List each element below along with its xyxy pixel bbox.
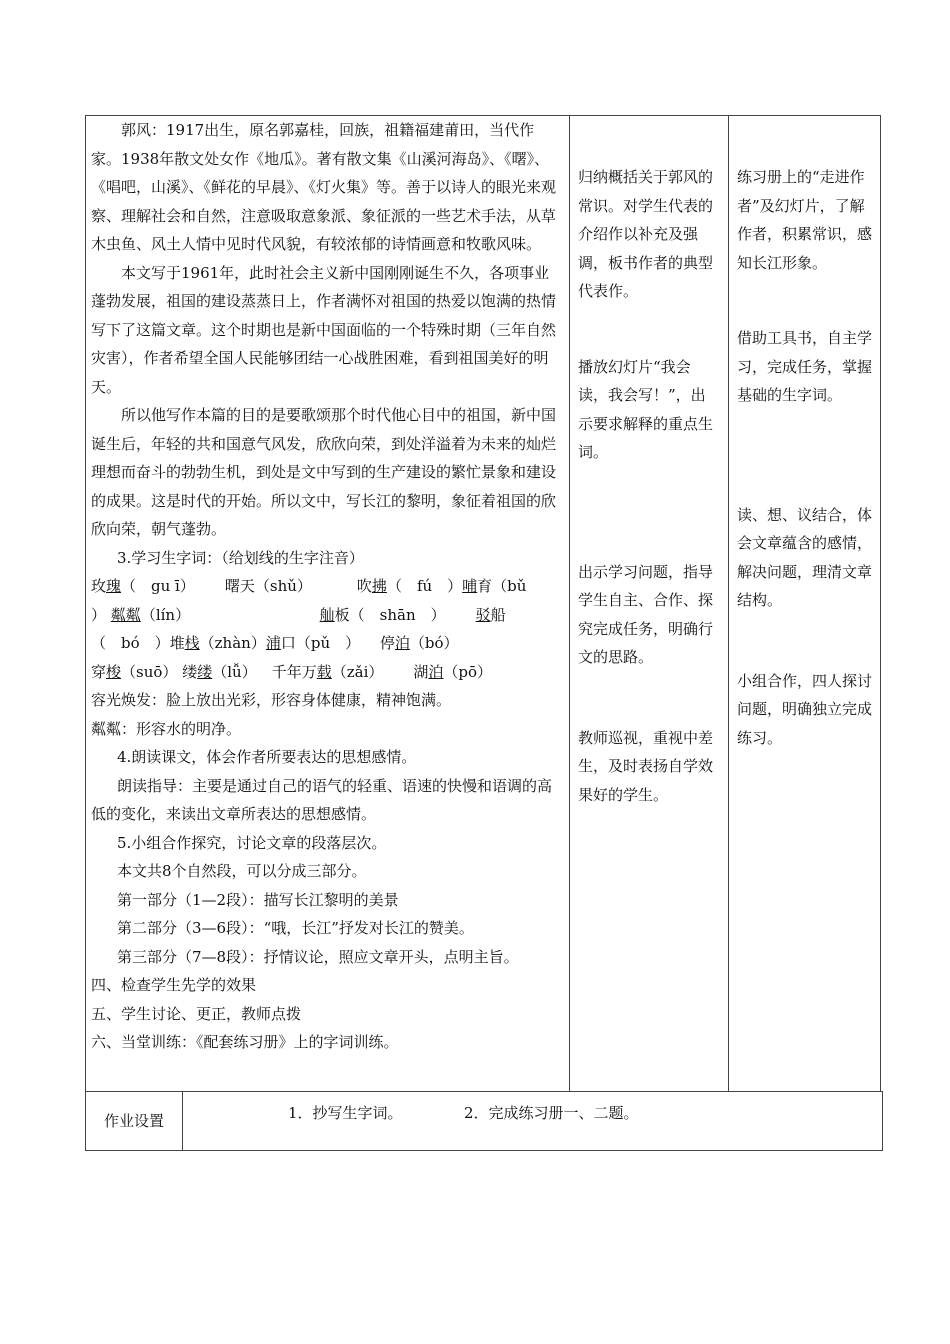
teacher-activity-2: 播放幻灯片“我会读，我会写！”，出示要求解释的重点生词。 <box>578 357 714 461</box>
definition-1: 容光焕发：脸上放出光彩，形容身体健康，精神饱满。 <box>91 691 452 709</box>
teacher-activity-cell <box>570 116 729 1092</box>
homework-item-1: 1．抄写生字词。 <box>288 1104 403 1122</box>
purpose-paragraph: 所以他写作本篇的目的是要歌颂那个时代他心目中的祖国，新中国诞生后，年轻的共和国意气风发，欣欣向荣，到处洋溢着为未来的灿烂理想而奋斗的勃勃生机，到处是文中写到的生产建设的繁忙景象和建设的成果。这是时代的开始。所以文中，写长江的黎明，象征着祖国的欣欣向荣，朝气蓬勃。 <box>91 406 557 538</box>
part-2: 第二部分（3—6段）：“哦，长江”抒发对长江的赞美。 <box>117 919 474 937</box>
teacher-activity-3: 出示学习问题，指导学生自主、合作、探究完成任务，明确行文的思路。 <box>578 562 714 666</box>
section-4: 四、检查学生先学的效果 <box>91 976 257 994</box>
student-activity-cell <box>729 116 881 1092</box>
vocab-line-2: ） 粼粼（lín） 舢板（ shān ） 驳船 <box>91 605 506 624</box>
author-intro-paragraph: 郭风：1917出生，原名郭嘉桂，回族，祖籍福建莆田，当代作家。1938年散文处女作《地瓜》。著有散文集《山溪河海岛》、《曙》、《唱吧，山溪》、《鲜花的早晨》、《灯火集》等。善于以诗人的眼光来观察、理解社会和自然，注意吸取意象派、象征派的一些艺术手法，从草木虫鱼、风土人情中见时代风貌，有较浓郁的诗情画意和牧歌风味。 <box>91 121 557 253</box>
teacher-activity-1: 归纳概括关于郭风的常识。对学生代表的介绍作以补充及强调，板书作者的典型代表作。 <box>578 168 714 300</box>
vocab-line-1: 玫瑰（ gu ī） 曙天（shǔ） 吹拂（ fú ）哺育（bǔ <box>91 577 527 595</box>
section-6: 六、当堂训练：《配套练习册》上的字词训练。 <box>91 1033 399 1051</box>
homework-table <box>85 1091 883 1151</box>
homework-item-2: 2．完成练习册一、二题。 <box>464 1104 639 1122</box>
lesson-plan-table <box>85 115 881 1092</box>
paragraph-count: 本文共8个自然段，可以分成三部分。 <box>117 862 367 880</box>
step-4-heading: 4.朗读课文，体会作者所要表达的思想感情。 <box>117 748 417 766</box>
section-5: 五、学生讨论、更正，教师点拨 <box>91 1004 302 1023</box>
homework-label: 作业设置 <box>86 1092 183 1151</box>
definition-2: 粼粼：形容水的明净。 <box>91 719 242 738</box>
main-content-cell <box>86 116 570 1092</box>
teacher-activity-4: 教师巡视，重视中差生，及时表扬自学效果好的学生。 <box>578 728 714 804</box>
homework-content <box>183 1092 883 1151</box>
vocab-heading: 3.学习生字词：（给划线的生字注音） <box>117 548 364 567</box>
reading-guide: 朗读指导：主要是通过自己的语气的轻重、语速的快慢和语调的高低的变化，来读出文章所表达的思想感情。 <box>91 776 553 823</box>
student-activity-1: 练习册上的“走进作者”及幻灯片，了解作者，积累常识，感知长江形象。 <box>737 168 873 272</box>
step-5-heading: 5.小组合作探究，讨论文章的段落层次。 <box>117 833 387 852</box>
student-activity-4: 小组合作，四人探讨问题，明确独立完成练习。 <box>737 671 873 747</box>
student-activity-2: 借助工具书，自主学习，完成任务，掌握基础的生字词。 <box>737 329 873 404</box>
background-paragraph: 本文写于1961年，此时社会主义新中国刚刚诞生不久，各项事业蓬勃发展，祖国的建设蒸蒸日上，作者满怀对祖国的热爱以饱满的热情写下了这篇文章。这个时期也是新中国面临的一个特殊时期（三年自然灾害），作者希望全国人民能够团结一心战胜困难，看到祖国美好的明天。 <box>91 263 557 396</box>
vocab-line-3: （ bó ）堆栈（zhàn）浦口（pǔ ） 停泊（bó） <box>91 634 459 652</box>
part-3: 第三部分（7—8段）：抒情议论，照应文章开头，点明主旨。 <box>117 947 519 966</box>
part-1: 第一部分（1—2段）：描写长江黎明的美景 <box>117 890 399 909</box>
student-activity-3: 读、想、议结合，体会文章蕴含的感情，解决问题，理清文章结构。 <box>737 505 873 609</box>
vocab-line-4: 穿梭（suō） 缕缕（lǚ） 千年万载（zǎi） 湖泊（pō） <box>91 662 493 681</box>
